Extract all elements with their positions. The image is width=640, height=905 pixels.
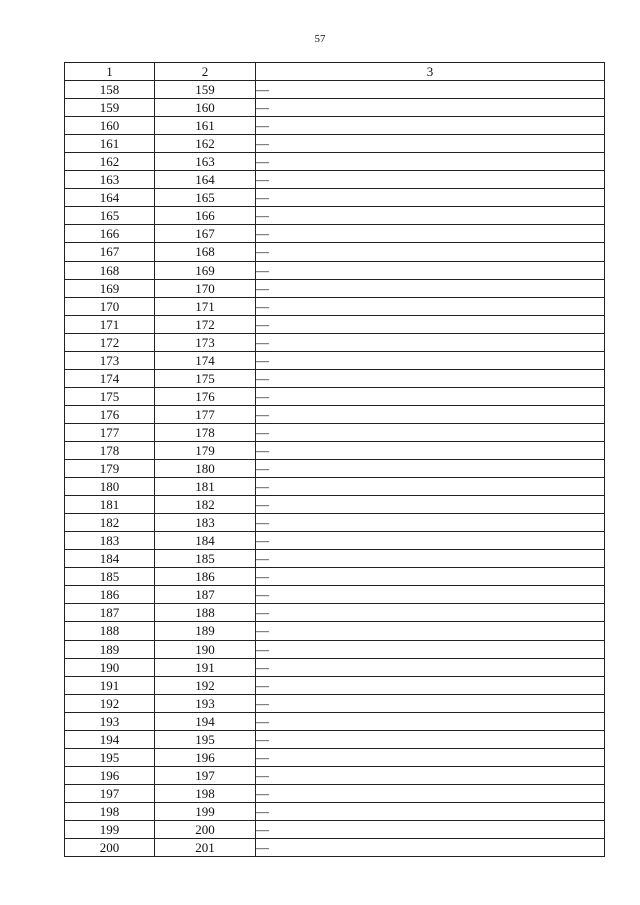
table-row xyxy=(65,640,605,658)
table-cell-col1: 181 xyxy=(65,496,155,514)
table-cell-col3: — xyxy=(256,640,605,658)
table-cell-col1: 183 xyxy=(65,532,155,550)
table-cell-col1: 158 xyxy=(65,81,155,99)
table-row xyxy=(65,532,605,550)
table-row xyxy=(65,99,605,117)
table-row xyxy=(65,243,605,261)
table-cell-col2: 168 xyxy=(155,243,256,261)
table-cell-col2: 187 xyxy=(155,586,256,604)
column-header-2: 2 xyxy=(155,63,256,81)
table-row xyxy=(65,658,605,676)
table-row xyxy=(65,333,605,351)
column-header-1: 1 xyxy=(65,63,155,81)
table-cell-col1: 179 xyxy=(65,460,155,478)
table-row xyxy=(65,604,605,622)
table-row xyxy=(65,405,605,423)
table-cell-col3: — xyxy=(256,207,605,225)
table-cell-col3: — xyxy=(256,478,605,496)
table-row xyxy=(65,712,605,730)
table-row xyxy=(65,423,605,441)
table-cell-col3: — xyxy=(256,676,605,694)
table-row xyxy=(65,369,605,387)
table-cell-col3: — xyxy=(256,135,605,153)
table-row xyxy=(65,135,605,153)
table-cell-col1: 170 xyxy=(65,297,155,315)
table-row xyxy=(65,261,605,279)
table-cell-col3: — xyxy=(256,81,605,99)
table-row xyxy=(65,748,605,766)
table-cell-col3: — xyxy=(256,604,605,622)
table-cell-col1: 194 xyxy=(65,730,155,748)
table-row xyxy=(65,622,605,640)
table-cell-col1: 185 xyxy=(65,568,155,586)
table-cell-col1: 197 xyxy=(65,784,155,802)
table-cell-col1: 177 xyxy=(65,423,155,441)
table-cell-col1: 180 xyxy=(65,478,155,496)
table-row xyxy=(65,568,605,586)
table-cell-col3: — xyxy=(256,460,605,478)
table-cell-col1: 169 xyxy=(65,279,155,297)
table-cell-col2: 170 xyxy=(155,279,256,297)
table-cell-col2: 199 xyxy=(155,802,256,820)
table-cell-col3: — xyxy=(256,153,605,171)
table-header-row xyxy=(65,63,605,81)
data-table xyxy=(64,62,605,857)
table-cell-col2: 190 xyxy=(155,640,256,658)
table-cell-col2: 201 xyxy=(155,839,256,857)
table-row xyxy=(65,207,605,225)
table-row xyxy=(65,820,605,838)
table-row xyxy=(65,189,605,207)
table-cell-col1: 173 xyxy=(65,351,155,369)
table-cell-col1: 200 xyxy=(65,839,155,857)
table-cell-col1: 198 xyxy=(65,802,155,820)
table-cell-col1: 187 xyxy=(65,604,155,622)
table-row xyxy=(65,117,605,135)
table-row xyxy=(65,225,605,243)
table-cell-col1: 163 xyxy=(65,171,155,189)
table-cell-col1: 171 xyxy=(65,315,155,333)
table-cell-col3: — xyxy=(256,117,605,135)
table-cell-col3: — xyxy=(256,820,605,838)
table-cell-col2: 177 xyxy=(155,405,256,423)
table-cell-col2: 167 xyxy=(155,225,256,243)
table-cell-col1: 166 xyxy=(65,225,155,243)
table-row xyxy=(65,478,605,496)
table-cell-col2: 173 xyxy=(155,333,256,351)
table-cell-col2: 163 xyxy=(155,153,256,171)
table-cell-col3: — xyxy=(256,423,605,441)
table-row xyxy=(65,730,605,748)
table-row xyxy=(65,676,605,694)
table-cell-col3: — xyxy=(256,658,605,676)
table-cell-col2: 195 xyxy=(155,730,256,748)
table-row xyxy=(65,784,605,802)
table-cell-col2: 193 xyxy=(155,694,256,712)
table-cell-col3: — xyxy=(256,839,605,857)
table-cell-col2: 197 xyxy=(155,766,256,784)
table-cell-col2: 161 xyxy=(155,117,256,135)
table-cell-col3: — xyxy=(256,784,605,802)
table-row xyxy=(65,153,605,171)
table-cell-col1: 195 xyxy=(65,748,155,766)
table-cell-col3: — xyxy=(256,297,605,315)
table-row xyxy=(65,279,605,297)
table-row xyxy=(65,387,605,405)
table-row xyxy=(65,460,605,478)
table-row xyxy=(65,297,605,315)
table-cell-col3: — xyxy=(256,712,605,730)
table-cell-col3: — xyxy=(256,405,605,423)
table-row xyxy=(65,441,605,459)
table-cell-col2: 164 xyxy=(155,171,256,189)
table-cell-col3: — xyxy=(256,622,605,640)
table-cell-col3: — xyxy=(256,387,605,405)
table-cell-col2: 174 xyxy=(155,351,256,369)
table-cell-col1: 165 xyxy=(65,207,155,225)
table-cell-col2: 180 xyxy=(155,460,256,478)
table-cell-col1: 199 xyxy=(65,820,155,838)
table-cell-col1: 184 xyxy=(65,550,155,568)
table-cell-col2: 186 xyxy=(155,568,256,586)
table-cell-col1: 190 xyxy=(65,658,155,676)
table-row xyxy=(65,802,605,820)
table-cell-col1: 193 xyxy=(65,712,155,730)
table-cell-col1: 161 xyxy=(65,135,155,153)
table-row xyxy=(65,514,605,532)
table-cell-col2: 171 xyxy=(155,297,256,315)
table-cell-col1: 182 xyxy=(65,514,155,532)
table-row xyxy=(65,496,605,514)
table-cell-col1: 175 xyxy=(65,387,155,405)
table-cell-col2: 175 xyxy=(155,369,256,387)
table-cell-col1: 172 xyxy=(65,333,155,351)
table-cell-col2: 194 xyxy=(155,712,256,730)
table-cell-col3: — xyxy=(256,99,605,117)
table-cell-col3: — xyxy=(256,568,605,586)
table-cell-col2: 169 xyxy=(155,261,256,279)
table-cell-col3: — xyxy=(256,496,605,514)
table-cell-col2: 159 xyxy=(155,81,256,99)
table-row xyxy=(65,351,605,369)
table-cell-col2: 179 xyxy=(155,441,256,459)
table-cell-col3: — xyxy=(256,694,605,712)
column-header-3: 3 xyxy=(256,63,605,81)
table-cell-col1: 196 xyxy=(65,766,155,784)
table-cell-col2: 166 xyxy=(155,207,256,225)
table-cell-col2: 181 xyxy=(155,478,256,496)
table-cell-col2: 188 xyxy=(155,604,256,622)
table-cell-col3: — xyxy=(256,369,605,387)
table-cell-col3: — xyxy=(256,586,605,604)
table-cell-col3: — xyxy=(256,748,605,766)
table-cell-col1: 188 xyxy=(65,622,155,640)
table-cell-col1: 167 xyxy=(65,243,155,261)
table-cell-col2: 191 xyxy=(155,658,256,676)
table-cell-col2: 162 xyxy=(155,135,256,153)
table-cell-col1: 176 xyxy=(65,405,155,423)
table-cell-col1: 178 xyxy=(65,441,155,459)
table-cell-col1: 159 xyxy=(65,99,155,117)
table-cell-col3: — xyxy=(256,315,605,333)
table-cell-col2: 183 xyxy=(155,514,256,532)
table-row xyxy=(65,766,605,784)
table-row xyxy=(65,694,605,712)
table-body xyxy=(65,81,605,857)
table-cell-col3: — xyxy=(256,514,605,532)
table-cell-col3: — xyxy=(256,225,605,243)
table-cell-col1: 174 xyxy=(65,369,155,387)
table-cell-col3: — xyxy=(256,802,605,820)
table-row xyxy=(65,315,605,333)
table-cell-col1: 191 xyxy=(65,676,155,694)
table-cell-col2: 176 xyxy=(155,387,256,405)
table-row xyxy=(65,171,605,189)
table-cell-col3: — xyxy=(256,766,605,784)
table-cell-col2: 196 xyxy=(155,748,256,766)
table-cell-col1: 186 xyxy=(65,586,155,604)
table-cell-col1: 168 xyxy=(65,261,155,279)
table-cell-col3: — xyxy=(256,189,605,207)
table-cell-col2: 192 xyxy=(155,676,256,694)
table-cell-col2: 160 xyxy=(155,99,256,117)
table-row xyxy=(65,81,605,99)
table-row xyxy=(65,586,605,604)
table-cell-col2: 189 xyxy=(155,622,256,640)
table-cell-col3: — xyxy=(256,171,605,189)
table-cell-col2: 200 xyxy=(155,820,256,838)
table-cell-col1: 192 xyxy=(65,694,155,712)
table-cell-col1: 162 xyxy=(65,153,155,171)
table-cell-col3: — xyxy=(256,279,605,297)
page-number: 57 xyxy=(314,33,326,45)
table-row xyxy=(65,550,605,568)
table-cell-col3: — xyxy=(256,730,605,748)
table-cell-col3: — xyxy=(256,550,605,568)
table-cell-col3: — xyxy=(256,243,605,261)
table-cell-col3: — xyxy=(256,261,605,279)
table-cell-col2: 184 xyxy=(155,532,256,550)
table-cell-col2: 182 xyxy=(155,496,256,514)
table-cell-col2: 185 xyxy=(155,550,256,568)
table-cell-col2: 178 xyxy=(155,423,256,441)
table-cell-col3: — xyxy=(256,333,605,351)
table-cell-col1: 160 xyxy=(65,117,155,135)
table-cell-col1: 189 xyxy=(65,640,155,658)
table-cell-col2: 172 xyxy=(155,315,256,333)
table-cell-col3: — xyxy=(256,441,605,459)
table-cell-col2: 165 xyxy=(155,189,256,207)
table-cell-col2: 198 xyxy=(155,784,256,802)
table-row xyxy=(65,839,605,857)
table-cell-col3: — xyxy=(256,351,605,369)
table-cell-col1: 164 xyxy=(65,189,155,207)
table-cell-col3: — xyxy=(256,532,605,550)
